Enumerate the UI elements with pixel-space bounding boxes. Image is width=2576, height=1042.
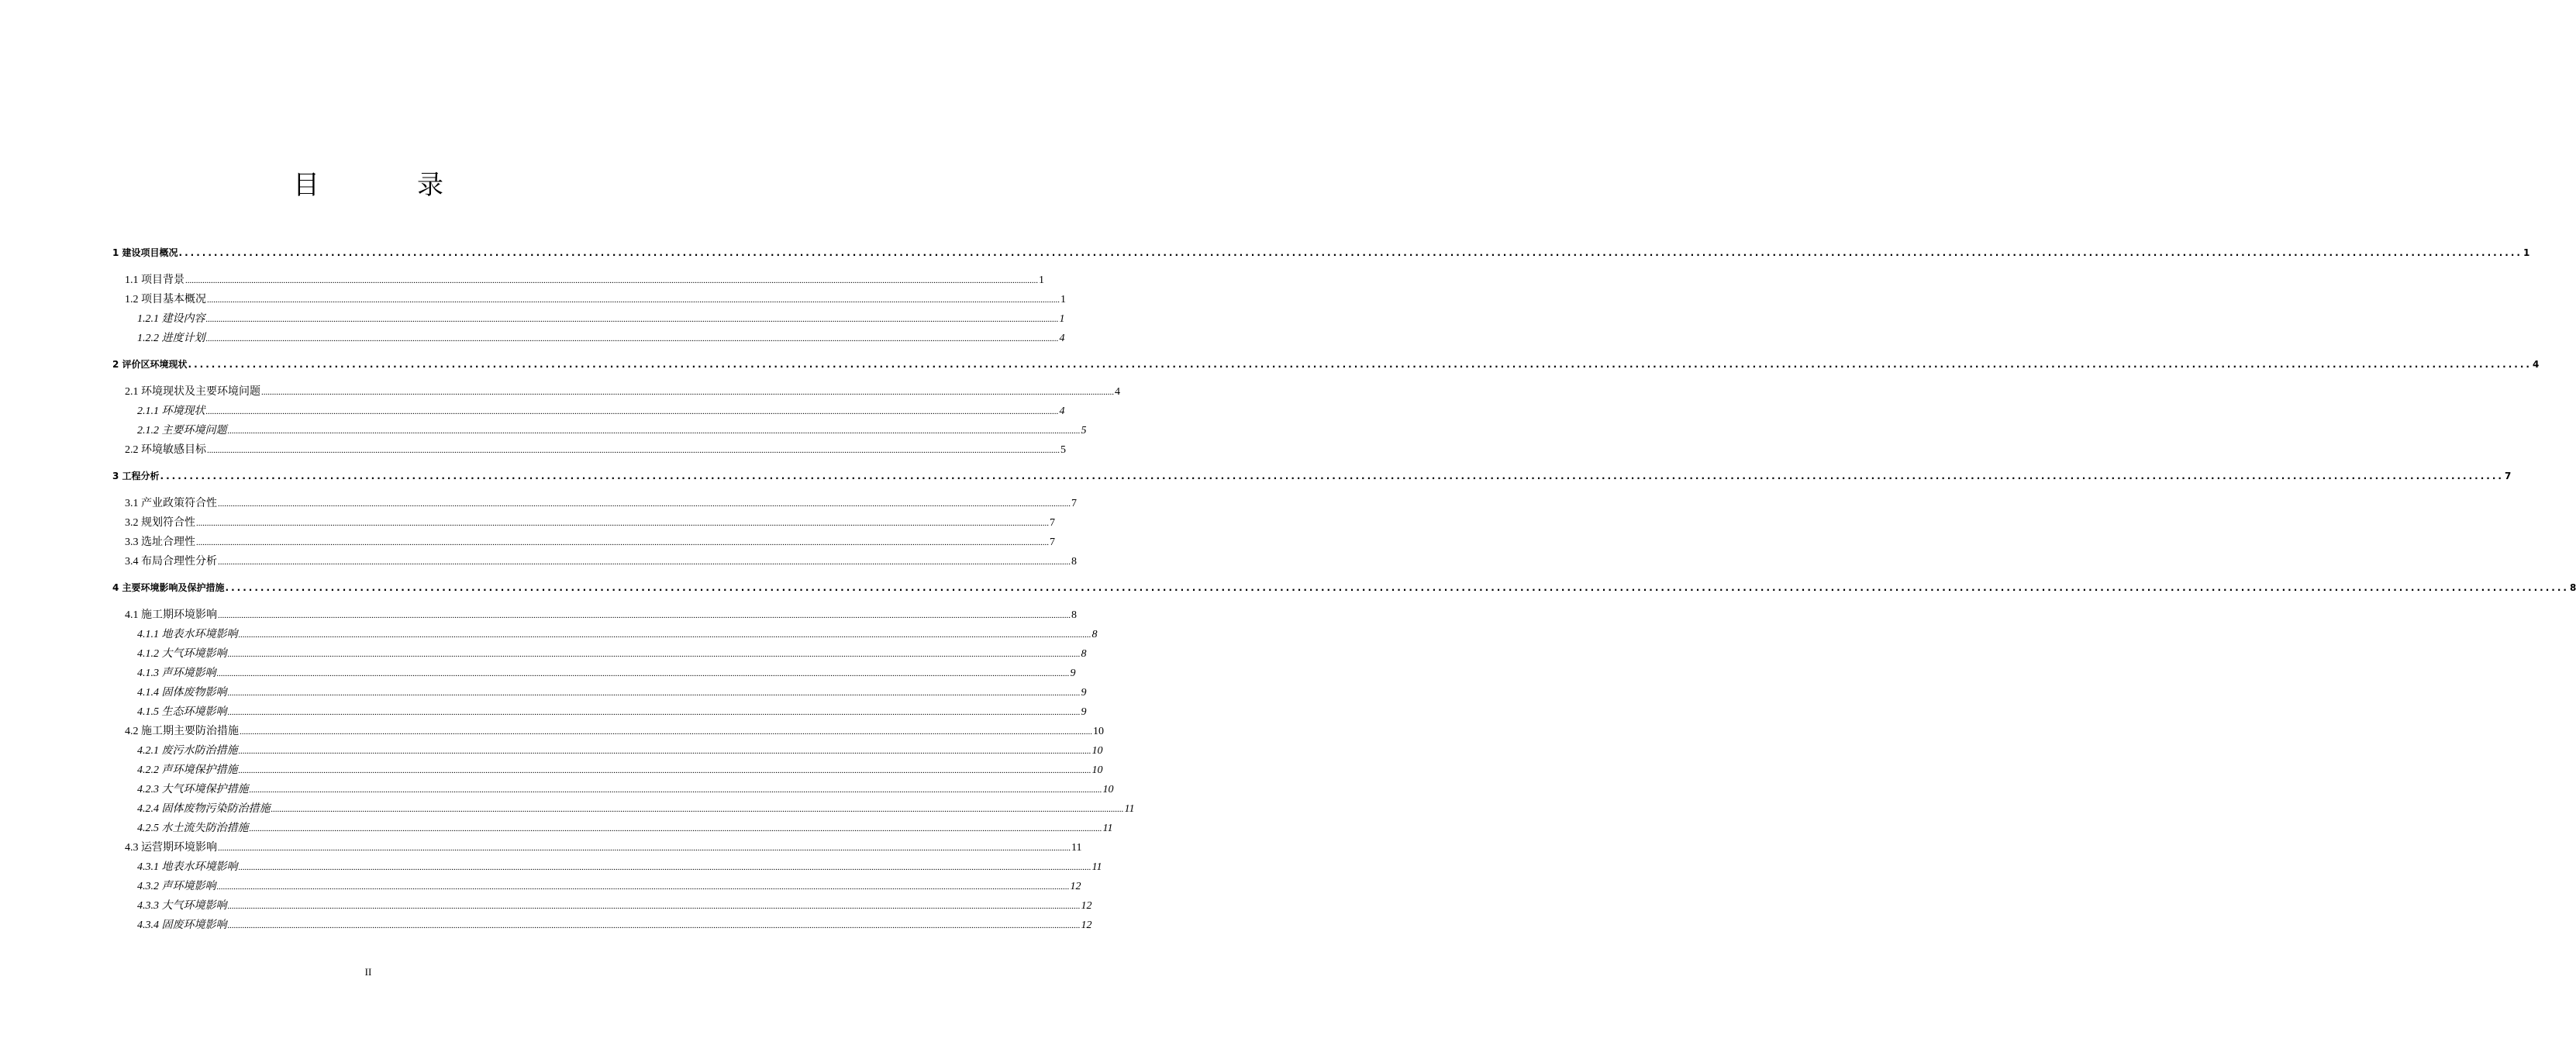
toc-entry-level-2[interactable] — [125, 494, 1077, 513]
toc-entry-page: 9 — [1081, 706, 1087, 718]
toc-entry-label: 1.2 项目基本概况 — [125, 294, 206, 305]
toc-entry-level-3[interactable] — [137, 702, 1087, 722]
toc-entry-label: 2.1.1 环境现状 — [137, 405, 205, 417]
toc-entry-page: 5 — [1081, 425, 1087, 436]
toc-dot-leader: ................................................................................................................................................................................................................................................................................................................................................................................................................ — [238, 766, 1091, 775]
toc-entry-level-1[interactable] — [112, 467, 2512, 486]
toc-entry-label: 1 建设项目概况 — [112, 247, 178, 258]
toc-entry-label: 4.1.2 大气环境影响 — [137, 648, 227, 660]
toc-dot-leader: ................................................................................................................................................................................................................................................................................................................................................................................................................ — [218, 611, 1071, 620]
toc-dot-leader: ................................................................................................................................................................................................................................................................................................................................................................................................................ — [205, 334, 1059, 343]
toc-dot-leader: ................................................................................................................................................................................................................................................................................................................................................................................................................ — [225, 582, 2569, 593]
toc-entry-level-1[interactable] — [112, 355, 2540, 374]
toc-entry-page: 11 — [1124, 803, 1135, 815]
toc-entry-level-3[interactable] — [137, 421, 1087, 440]
toc-entry-label: 4.1.1 地表水环境影响 — [137, 629, 238, 640]
toc-entry-label: 4.3 运营期环境影响 — [125, 842, 217, 854]
toc-entry-level-2[interactable] — [125, 838, 1082, 857]
toc-entry-level-3[interactable] — [137, 780, 1114, 799]
toc-entry-page: 8 — [1071, 609, 1077, 621]
toc-entry-level-3[interactable] — [137, 877, 1081, 896]
toc-dot-leader: ................................................................................................................................................................................................................................................................................................................................................................................................................ — [207, 446, 1060, 455]
toc-dot-leader: ................................................................................................................................................................................................................................................................................................................................................................................................................ — [227, 688, 1081, 698]
toc-dot-leader: ................................................................................................................................................................................................................................................................................................................................................................................................................ — [271, 805, 1124, 814]
toc-entry-label: 3.2 规划符合性 — [125, 517, 195, 529]
toc-entry-page: 11 — [1071, 842, 1082, 854]
toc-entry-label: 2.1 环境现状及主要环境问题 — [125, 386, 260, 398]
toc-entry-label: 4.1.3 声环境影响 — [137, 668, 216, 679]
toc-dot-leader: ................................................................................................................................................................................................................................................................................................................................................................................................................ — [238, 863, 1091, 872]
toc-entry-page: 12 — [1070, 881, 1081, 892]
toc-entry-label: 3.1 产业政策符合性 — [125, 498, 217, 509]
toc-entry-label: 4.2 施工期主要防治措施 — [125, 726, 239, 737]
toc-dot-leader: ................................................................................................................................................................................................................................................................................................................................................................................................................ — [205, 407, 1059, 416]
toc-entry-page: 7 — [1050, 537, 1055, 548]
toc-dot-leader: ................................................................................................................................................................................................................................................................................................................................................................................................................ — [160, 471, 2504, 481]
toc-entry-label: 4.3.4 固废环境影响 — [137, 920, 227, 931]
toc-entry-label: 4.1 施工期环境影响 — [125, 609, 217, 621]
toc-entry-page: 4 — [2532, 359, 2540, 370]
toc-entry-level-3[interactable] — [137, 799, 1135, 819]
toc-dot-leader: ................................................................................................................................................................................................................................................................................................................................................................................................................ — [218, 499, 1071, 509]
toc-dot-leader: ................................................................................................................................................................................................................................................................................................................................................................................................................ — [227, 650, 1081, 659]
toc-entry-label: 4.3.1 地表水环境影响 — [137, 861, 238, 873]
toc-section-gap — [0, 571, 736, 578]
toc-entry-page: 8 — [2569, 582, 2576, 593]
toc-entry-page: 5 — [1060, 444, 1066, 456]
toc-dot-leader: ................................................................................................................................................................................................................................................................................................................................................................................................................ — [218, 557, 1071, 567]
toc-entry-page: 4 — [1059, 405, 1065, 417]
toc-entry-page: 9 — [1070, 668, 1076, 679]
toc-entry-level-2[interactable] — [125, 513, 1055, 533]
toc-entry-page: 10 — [1091, 745, 1103, 757]
toc-entry-label: 4.1.5 生态环境影响 — [137, 706, 227, 718]
toc-entry-level-2[interactable] — [125, 722, 1104, 741]
page-title: 目 录 — [293, 170, 479, 201]
toc-entry-level-3[interactable] — [137, 916, 1092, 935]
toc-section-gap — [0, 460, 736, 467]
toc-dot-leader: ................................................................................................................................................................................................................................................................................................................................................................................................................ — [216, 669, 1070, 678]
toc-entry-page: 8 — [1091, 629, 1098, 640]
toc-entry-level-2[interactable] — [125, 552, 1077, 571]
toc-dot-leader: ................................................................................................................................................................................................................................................................................................................................................................................................................ — [218, 844, 1071, 853]
toc-entry-level-2[interactable] — [125, 382, 1120, 402]
toc-entry-label: 2.1.2 主要环境问题 — [137, 425, 227, 436]
toc-entry-page: 10 — [1093, 726, 1104, 737]
toc-dot-leader: ................................................................................................................................................................................................................................................................................................................................................................................................................ — [227, 921, 1081, 930]
toc-entry-page: 12 — [1081, 920, 1092, 931]
toc-entry-label: 4.2.4 固体废物污染防治措施 — [137, 803, 271, 815]
toc-entry-label: 4.2.3 大气环境保护措施 — [137, 784, 249, 795]
toc-entry-label: 4.1.4 固体废物影响 — [137, 687, 227, 699]
toc-dot-leader: ................................................................................................................................................................................................................................................................................................................................................................................................................ — [240, 727, 1092, 737]
toc-entry-level-3[interactable] — [137, 329, 1065, 348]
toc-entry-level-3[interactable] — [137, 402, 1065, 421]
toc-entry-page: 8 — [1081, 648, 1087, 660]
toc-dot-leader: ................................................................................................................................................................................................................................................................................................................................................................................................................ — [196, 538, 1049, 547]
toc-entry-page: 7 — [2504, 471, 2512, 481]
toc-dot-leader: ................................................................................................................................................................................................................................................................................................................................................................................................................ — [238, 630, 1091, 640]
toc-dot-leader: ................................................................................................................................................................................................................................................................................................................................................................................................................ — [205, 315, 1059, 324]
toc-entry-level-3[interactable] — [137, 683, 1087, 702]
toc-entry-page: 1 — [2523, 247, 2530, 258]
toc-entry-label: 1.1 项目背景 — [125, 274, 184, 286]
toc-entry-level-3[interactable] — [137, 664, 1076, 683]
toc-entry-label: 1.2.1 建设内容 — [137, 313, 205, 325]
toc-entry-page: 8 — [1071, 556, 1077, 568]
toc-entry-label: 4.3.2 声环境影响 — [137, 881, 216, 892]
toc-entry-page: 4 — [1115, 386, 1120, 398]
toc-dot-leader: ................................................................................................................................................................................................................................................................................................................................................................................................................ — [227, 902, 1081, 911]
page-number: II — [364, 966, 372, 978]
toc-entry-page: 10 — [1091, 764, 1103, 776]
toc-entry-level-3[interactable] — [137, 741, 1103, 761]
toc-dot-leader: ................................................................................................................................................................................................................................................................................................................................................................................................................ — [185, 276, 1038, 285]
toc-entry-page: 4 — [1059, 333, 1065, 344]
toc-dot-leader: ................................................................................................................................................................................................................................................................................................................................................................................................................ — [261, 388, 1114, 397]
toc-entry-page: 9 — [1081, 687, 1087, 699]
toc-dot-leader: ................................................................................................................................................................................................................................................................................................................................................................................................................ — [249, 785, 1102, 795]
toc-entry-page: 1 — [1059, 313, 1065, 325]
toc-entry-level-3[interactable] — [137, 644, 1087, 664]
toc-entry-label: 2.2 环境敏感目标 — [125, 444, 206, 456]
toc-dot-leader: ................................................................................................................................................................................................................................................................................................................................................................................................................ — [227, 708, 1081, 717]
toc-entry-level-2[interactable] — [125, 290, 1066, 309]
toc-entry-level-3[interactable] — [137, 625, 1098, 644]
toc-entry-level-3[interactable] — [137, 309, 1065, 329]
toc-entry-page: 7 — [1071, 498, 1077, 509]
toc-dot-leader: ................................................................................................................................................................................................................................................................................................................................................................................................................ — [196, 519, 1049, 528]
toc-entry-label: 4.2.2 声环境保护措施 — [137, 764, 238, 776]
toc-entry-label: 3 工程分析 — [112, 471, 160, 481]
toc-section-gap — [0, 348, 736, 355]
toc-entry-level-3[interactable] — [137, 761, 1103, 780]
toc-entry-label: 2 评价区环境现状 — [112, 359, 188, 370]
toc-dot-leader: ................................................................................................................................................................................................................................................................................................................................................................................................................ — [216, 882, 1070, 892]
toc-dot-leader: ................................................................................................................................................................................................................................................................................................................................................................................................................ — [249, 824, 1102, 833]
toc-entry-page: 7 — [1050, 517, 1055, 529]
toc-entry-level-3[interactable] — [137, 896, 1092, 916]
toc-entry-page: 1 — [1060, 294, 1066, 305]
toc-entry-page: 12 — [1081, 900, 1092, 912]
toc-entry-label: 4 主要环境影响及保护措施 — [112, 582, 225, 593]
toc-entry-level-1[interactable] — [112, 243, 2530, 263]
table-of-contents — [0, 243, 2576, 935]
toc-entry-level-1[interactable] — [112, 578, 2576, 598]
toc-entry-page: 10 — [1102, 784, 1114, 795]
toc-entry-label: 4.2.5 水土流失防治措施 — [137, 823, 249, 834]
toc-entry-label: 4.3.3 大气环境影响 — [137, 900, 227, 912]
toc-entry-label: 3.3 选址合理性 — [125, 537, 195, 548]
toc-entry-page: 11 — [1102, 823, 1113, 834]
toc-entry-level-3[interactable] — [137, 857, 1102, 877]
toc-entry-label: 4.2.1 废污水防治措施 — [137, 745, 238, 757]
toc-entry-level-2[interactable] — [125, 606, 1077, 625]
toc-entry-level-2[interactable] — [125, 271, 1044, 290]
toc-entry-label: 3.4 布局合理性分析 — [125, 556, 217, 568]
toc-dot-leader: ................................................................................................................................................................................................................................................................................................................................................................................................................ — [207, 295, 1060, 305]
toc-dot-leader: ................................................................................................................................................................................................................................................................................................................................................................................................................ — [188, 359, 2532, 370]
toc-entry-page: 1 — [1039, 274, 1044, 286]
toc-dot-leader: ................................................................................................................................................................................................................................................................................................................................................................................................................ — [227, 426, 1081, 436]
toc-entry-label: 1.2.2 进度计划 — [137, 333, 205, 344]
toc-dot-leader: ................................................................................................................................................................................................................................................................................................................................................................................................................ — [178, 247, 2523, 258]
toc-entry-level-2[interactable] — [125, 440, 1066, 460]
toc-entry-level-3[interactable] — [137, 819, 1113, 838]
toc-dot-leader: ................................................................................................................................................................................................................................................................................................................................................................................................................ — [238, 747, 1091, 756]
toc-entry-level-2[interactable] — [125, 533, 1055, 552]
toc-entry-page: 11 — [1091, 861, 1102, 873]
